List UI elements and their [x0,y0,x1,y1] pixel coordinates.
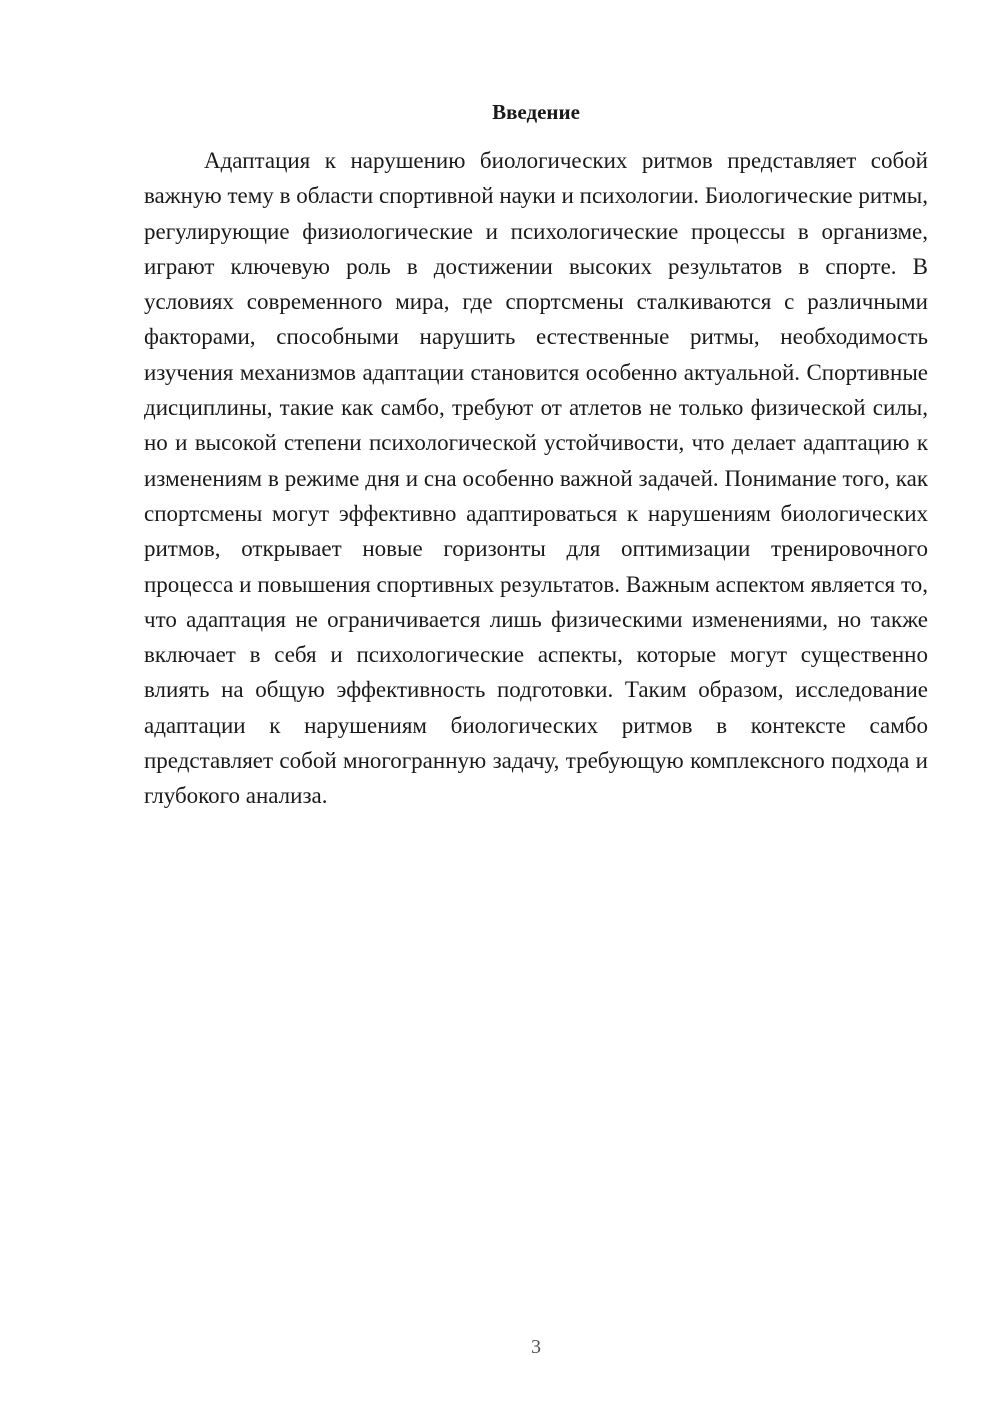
page-number: 3 [531,1336,541,1358]
section-heading: Введение [492,100,580,124]
body-paragraph: Адаптация к нарушению биологических ритмов представляет собой важную тему в области спортивной науки и психологии. Биологические ритмы, регулирующие физиологические и психологические процессы в организме, играют ключевую роль в достижении высоких результатов в спорте. В условиях современного мира, где спортсмены сталкиваются с различными факторами, способными нарушить естественные ритмы, необходимость изучения механизмов адаптации становится особенно актуальной. Спортивные дисциплины, такие как самбо, требуют от атлетов не только физической силы, но и высокой степени психологической устойчивости, что делает адаптацию к изменениям в режиме дня и сна особенно важной задачей. Понимание того, как спортсмены могут эффективно адаптироваться к нарушениям биологических ритмов, открывает новые горизонты для оптимизации тренировочного процесса и повышения спортивных результатов. Важным аспектом является то, что адаптация не ограничивается лишь физическими изменениями, но также включает в себя и психологические аспекты, которые могут существенно влиять на общую эффективность подготовки. Таким образом, исследование адаптации к нарушениям биологических ритмов в контексте самбо представляет собой многогранную задачу, требующую комплексного подхода и глубокого анализа. [144,148,928,809]
